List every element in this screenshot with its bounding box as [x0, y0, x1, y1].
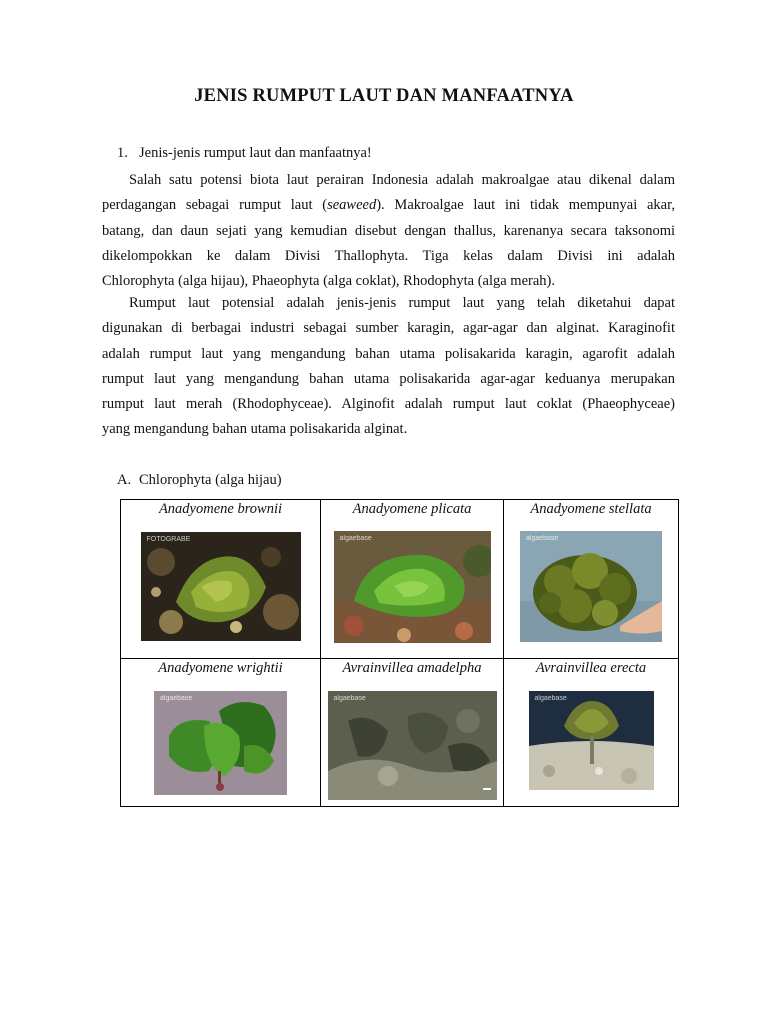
photo-watermark: algaebase [160, 695, 193, 702]
species-name: Anadyomene plicata [352, 501, 472, 517]
species-name: Anadyomene stellata [530, 501, 652, 517]
species-cell [121, 659, 321, 807]
photo-watermark: algaebase [526, 535, 559, 542]
paragraph-line: digunakan di berbagai industri sebagai sumber karagin, agar-agar dan alginat. Karaginofit [102, 320, 675, 337]
photo-watermark: algaebase [339, 535, 372, 542]
species-name: Avrainvillea amadelpha [342, 660, 482, 676]
anadyomene-brownii-photo [141, 532, 301, 641]
item-number: 1. [117, 145, 128, 161]
section-letter: A. [117, 472, 132, 488]
paragraph-line: adalah rumput laut yang mengandung bahan utama polisakarida karagin, agarofit adalah [102, 345, 675, 362]
paragraph-line: rumput laut yang mengandung bahan utama polisakarida agar-agar keduanya merupakan [102, 370, 675, 387]
avrainvillea-amadelpha-photo [328, 691, 497, 800]
anadyomene-plicata-photo [334, 531, 491, 643]
section-text: Chlorophyta (alga hijau) [139, 472, 282, 488]
species-name: Anadyomene wrightii [158, 660, 283, 676]
photo-watermark: FOTOGRABE [146, 536, 191, 543]
paragraph-line: Rumput laut potensial adalah jenis-jenis rumput laut yang telah diketahui dapat [129, 295, 675, 311]
paragraph-1 [102, 168, 675, 294]
numbered-item-1 [117, 145, 372, 162]
paragraph-line: rumput laut merah (Rhodophyceae). Alginofit adalah rumput laut coklat (Phaeophyceae) [102, 396, 675, 413]
table-row [121, 659, 679, 807]
paragraph-2 [102, 291, 675, 443]
species-cell [321, 500, 504, 659]
paragraph-line: yang mengandung bahan utama polisakarida alginat. [102, 421, 408, 438]
photo-watermark: algaebase [333, 695, 366, 702]
paragraph-line: batang, dan daun sejati yang kemudian disebut dengan thallus, karenanya secara taksonomi [102, 222, 675, 239]
photo-watermark: algaebase [534, 695, 567, 702]
paragraph-line: Salah satu potensi biota laut perairan Indonesia adalah makroalgae atau dikenal dalam [129, 172, 675, 188]
item-text: Jenis-jenis rumput laut dan manfaatnya! [139, 145, 372, 161]
table-row [121, 500, 679, 659]
paragraph-line: Chlorophyta (alga hijau), Phaeophyta (alga coklat), Rhodophyta (alga merah). [102, 273, 555, 290]
species-cell [504, 500, 679, 659]
species-name: Avrainvillea erecta [535, 660, 647, 676]
species-table [120, 499, 679, 807]
species-cell [121, 500, 321, 659]
anadyomene-stellata-photo [520, 531, 662, 642]
anadyomene-wrightii-photo [154, 691, 287, 795]
section-heading-a [117, 472, 282, 489]
species-name: Anadyomene brownii [158, 501, 283, 517]
paragraph-line: perdagangan sebagai rumput laut (seaweed). Makroalgae laut ini tidak mempunyai akar, [102, 197, 675, 214]
species-cell [321, 659, 504, 807]
species-cell [504, 659, 679, 807]
document-title: JENIS RUMPUT LAUT DAN MANFAATNYA [194, 86, 574, 106]
avrainvillea-erecta-photo [529, 691, 654, 790]
paragraph-line: dikelompokkan ke dalam Divisi Thallophyta. Tiga kelas dalam Divisi ini adalah [102, 247, 675, 264]
